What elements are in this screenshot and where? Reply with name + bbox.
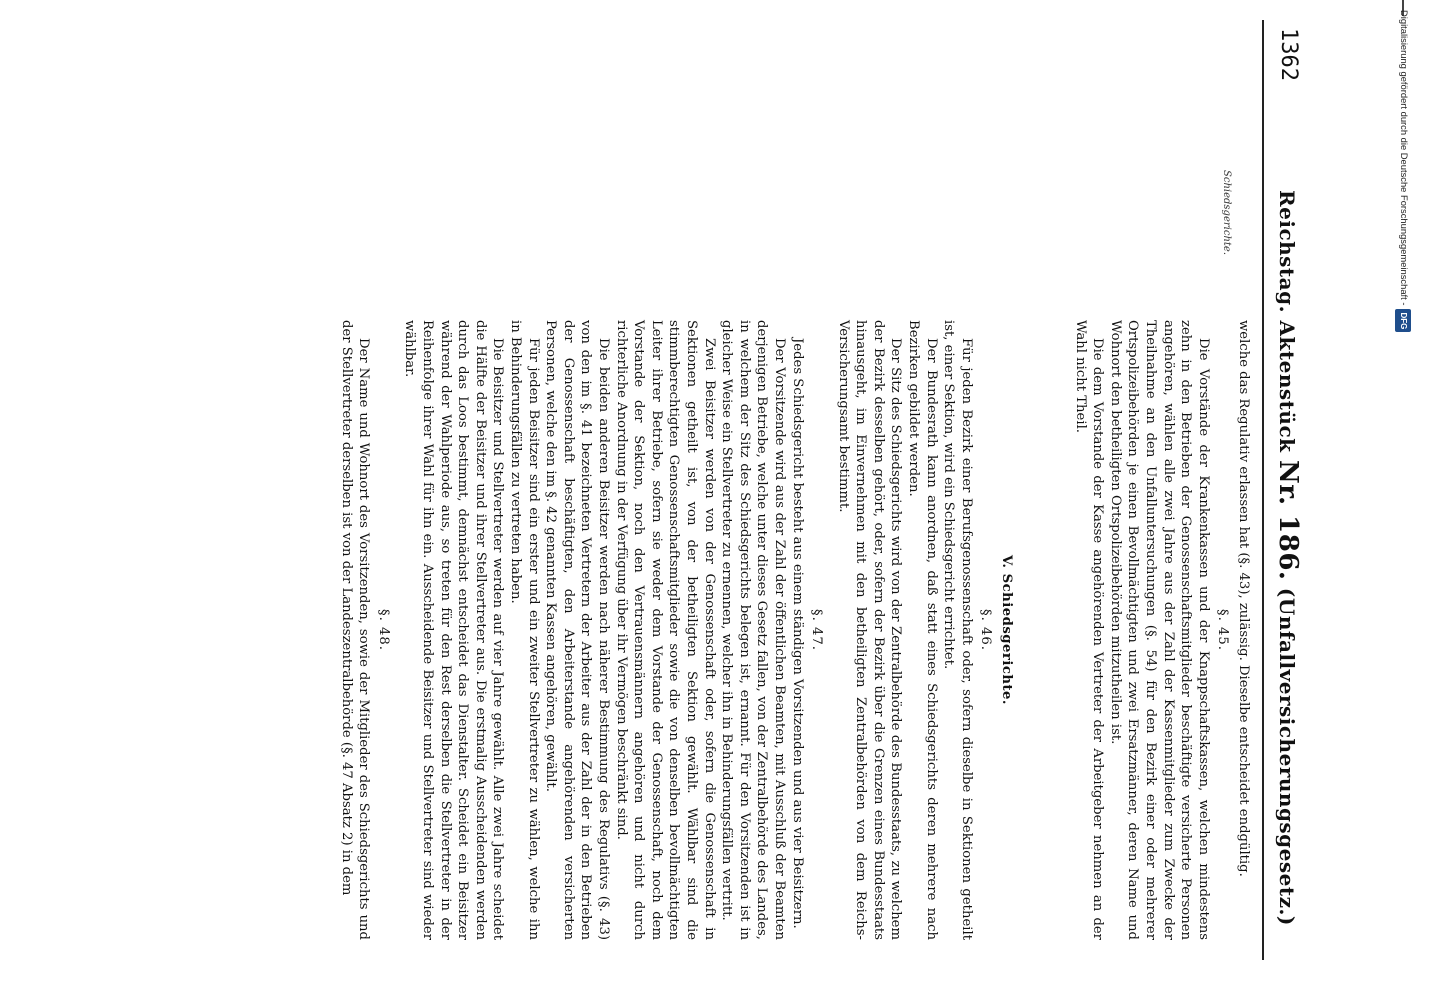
paragraph-47-6: Die Beisitzer und Stellvertreter werden auf vier Jahre gewählt. Alle zwei Jahre scheidet die Hälfte der Beisitzer und ihrer Stellvertreter aus. Die erstmalig Ausscheidenden werden durch das Loos bestimmt, demnächst entscheidet das Dienstalter. Scheidet ein Beisitzer während der Wahlperiode aus, so treten für den Rest derselben die Stellvertreter in der Reihenfolge ihrer Wahl für ihn ein. Ausscheidende Beisitzer und Stellvertreter sind wieder wählbar. [402,320,506,940]
paragraph-47-4: Die beiden anderen Beisitzer werden nach näherer Bestimmung des Regulativs (§. 43) von den im §. 41 bezeichneten Vertretern der Arbeiter aus der Zahl der in den Betrieben der Genossenschaft beschäftigten, den Arbeiterstande angehörenden versicherten Personen, welche den im §. 42 genannten Kassen angehören, gewählt. [543,320,611,940]
paragraph-45-1: Die Vorstände der Krankenkassen und der Knappschaftskassen, welchen mindestens zehn in den Betrieben der Genossenschaftsmitglieder beschäftigte versicherte Personen angehören, wählen alle zwei Jahre aus der Zahl der Kassenmitglieder zum Zwecke der Theilnahme an den Unfalluntersuchungen (§. 54) für den Bezirk einer oder mehrerer Ortspolizeibehörden je einen Bevollmächtigten und zwei Ersatzmänner, deren Name und Wohnort den betheiligten Ortspolizeibehörden mitzutheilen ist. [1107,320,1211,940]
section-46-heading: §. 46. [978,609,994,651]
running-head-number: Nr. 186. [1273,459,1303,581]
paragraph-46-3: Der Sitz des Schiedsgerichts wird von der Zentralbehörde des Bundesstaats, zu welchem der Bezirk desselben gehört, oder, sofern der Bezirk über die Grenzen eines Bundesstaats hinausgeht, im Einvernehmen mit den betheiligten Zentralbehörden von dem Reichs-Versicherungsamt bestimmt. [835,320,904,940]
dfg-logo: DFG [1395,309,1411,332]
paragraph-47-5: Für jeden Beisitzer sind ein erster und ein zweiter Stellvertreter zu wählen, welche ihn in Behinderungsfällen zu vertreten haben. [508,320,541,940]
section-47-heading: §. 47. [809,609,825,651]
section-48-heading: §. 48. [375,609,391,651]
digitization-credit [1396,10,1412,390]
running-head-pre: Reichstag. Aktenstück [1275,190,1299,460]
digitization-credit-text: Digitalisierung gefördert durch die Deutsche Forschungsgemeinschaft - [1399,10,1410,306]
page-number: 1362 [1276,28,1301,81]
body-text-column [337,320,1252,940]
section-45-heading: §. 45. [1215,609,1231,651]
paragraph-48-1: Der Name und Wohnort des Vorsitzenden, sowie der Mitglieder des Schiedsgerichts und der Stellvertreter derselben ist von der Landeszentralbehörde (§. 47 Absatz 2) in dem [338,320,372,940]
paragraph-47-1: Jedes Schiedsgericht besteht aus einem ständigen Vorsitzenden und aus vier Beisitzern. [789,338,805,929]
rotated-document-page [22,20,1312,980]
chapter-heading: V. Schiedsgerichte. [999,554,1015,706]
paragraph-47-3: Zwei Beisitzer werden von der Genossenschaft oder, sofern die Genossenschaft in Sektionen getheilt ist, von der betheiligten Sektion gewählt. Wählbar sind die stimmberechtigten Genossenschaftsmitglieder sowie die von denselben bevollmächtigten Leiter ihrer Betriebe, sofern sie weder dem Vorstande der Genossenschaft, noch dem Vorstande der Sektion, noch den Vertrauensmännern angehören und nicht durch richterliche Anordnung in der Verfügung über ihr Vermögen beschränkt sind. [613,320,717,940]
margin-note-schiedsgerichte: Schiedsgerichte. [1221,170,1232,255]
paragraph-46-2: Der Bundesrath kann anordnen, daß statt eines Schiedsgerichts deren mehrere nach Bezirken gebildet werden. [906,320,939,940]
paragraph-46-1: Für jeden Bezirk einer Berufsgenossenschaft oder, sofern dieselbe in Sektionen getheilt ist, einer Sektion, wird ein Schiedsgericht errichtet. [941,320,974,940]
paragraph-45-2: Die dem Vorstande der Kasse angehörenden Vertreter der Arbeitgeber nehmen an der Wahl nicht Theil. [1072,320,1106,940]
paragraph-47-2: Der Vorsitzende wird aus der Zahl der öffentlichen Beamten, mit Ausschluß der Beamten derjenigen Betriebe, welche unter dieses Gesetz fallen, von der Zentralbehörde des Landes, in welchem der Sitz des Schiedsgerichts belegen ist, ernannt. Für den Vorsitzenden ist in gleicher Weise ein Stellvertreter zu ernennen, welcher ihn in Behinderungsfällen vertritt. [719,320,787,940]
running-header [1262,20,1312,960]
running-head-post: (Unfallversicherungsgesetz.) [1275,580,1299,926]
running-head [1263,190,1312,926]
paragraph-continuation: welche das Regulativ erlassen hat (§. 43), zulässig. Dieselbe entscheidet endgültig. [1236,320,1251,877]
